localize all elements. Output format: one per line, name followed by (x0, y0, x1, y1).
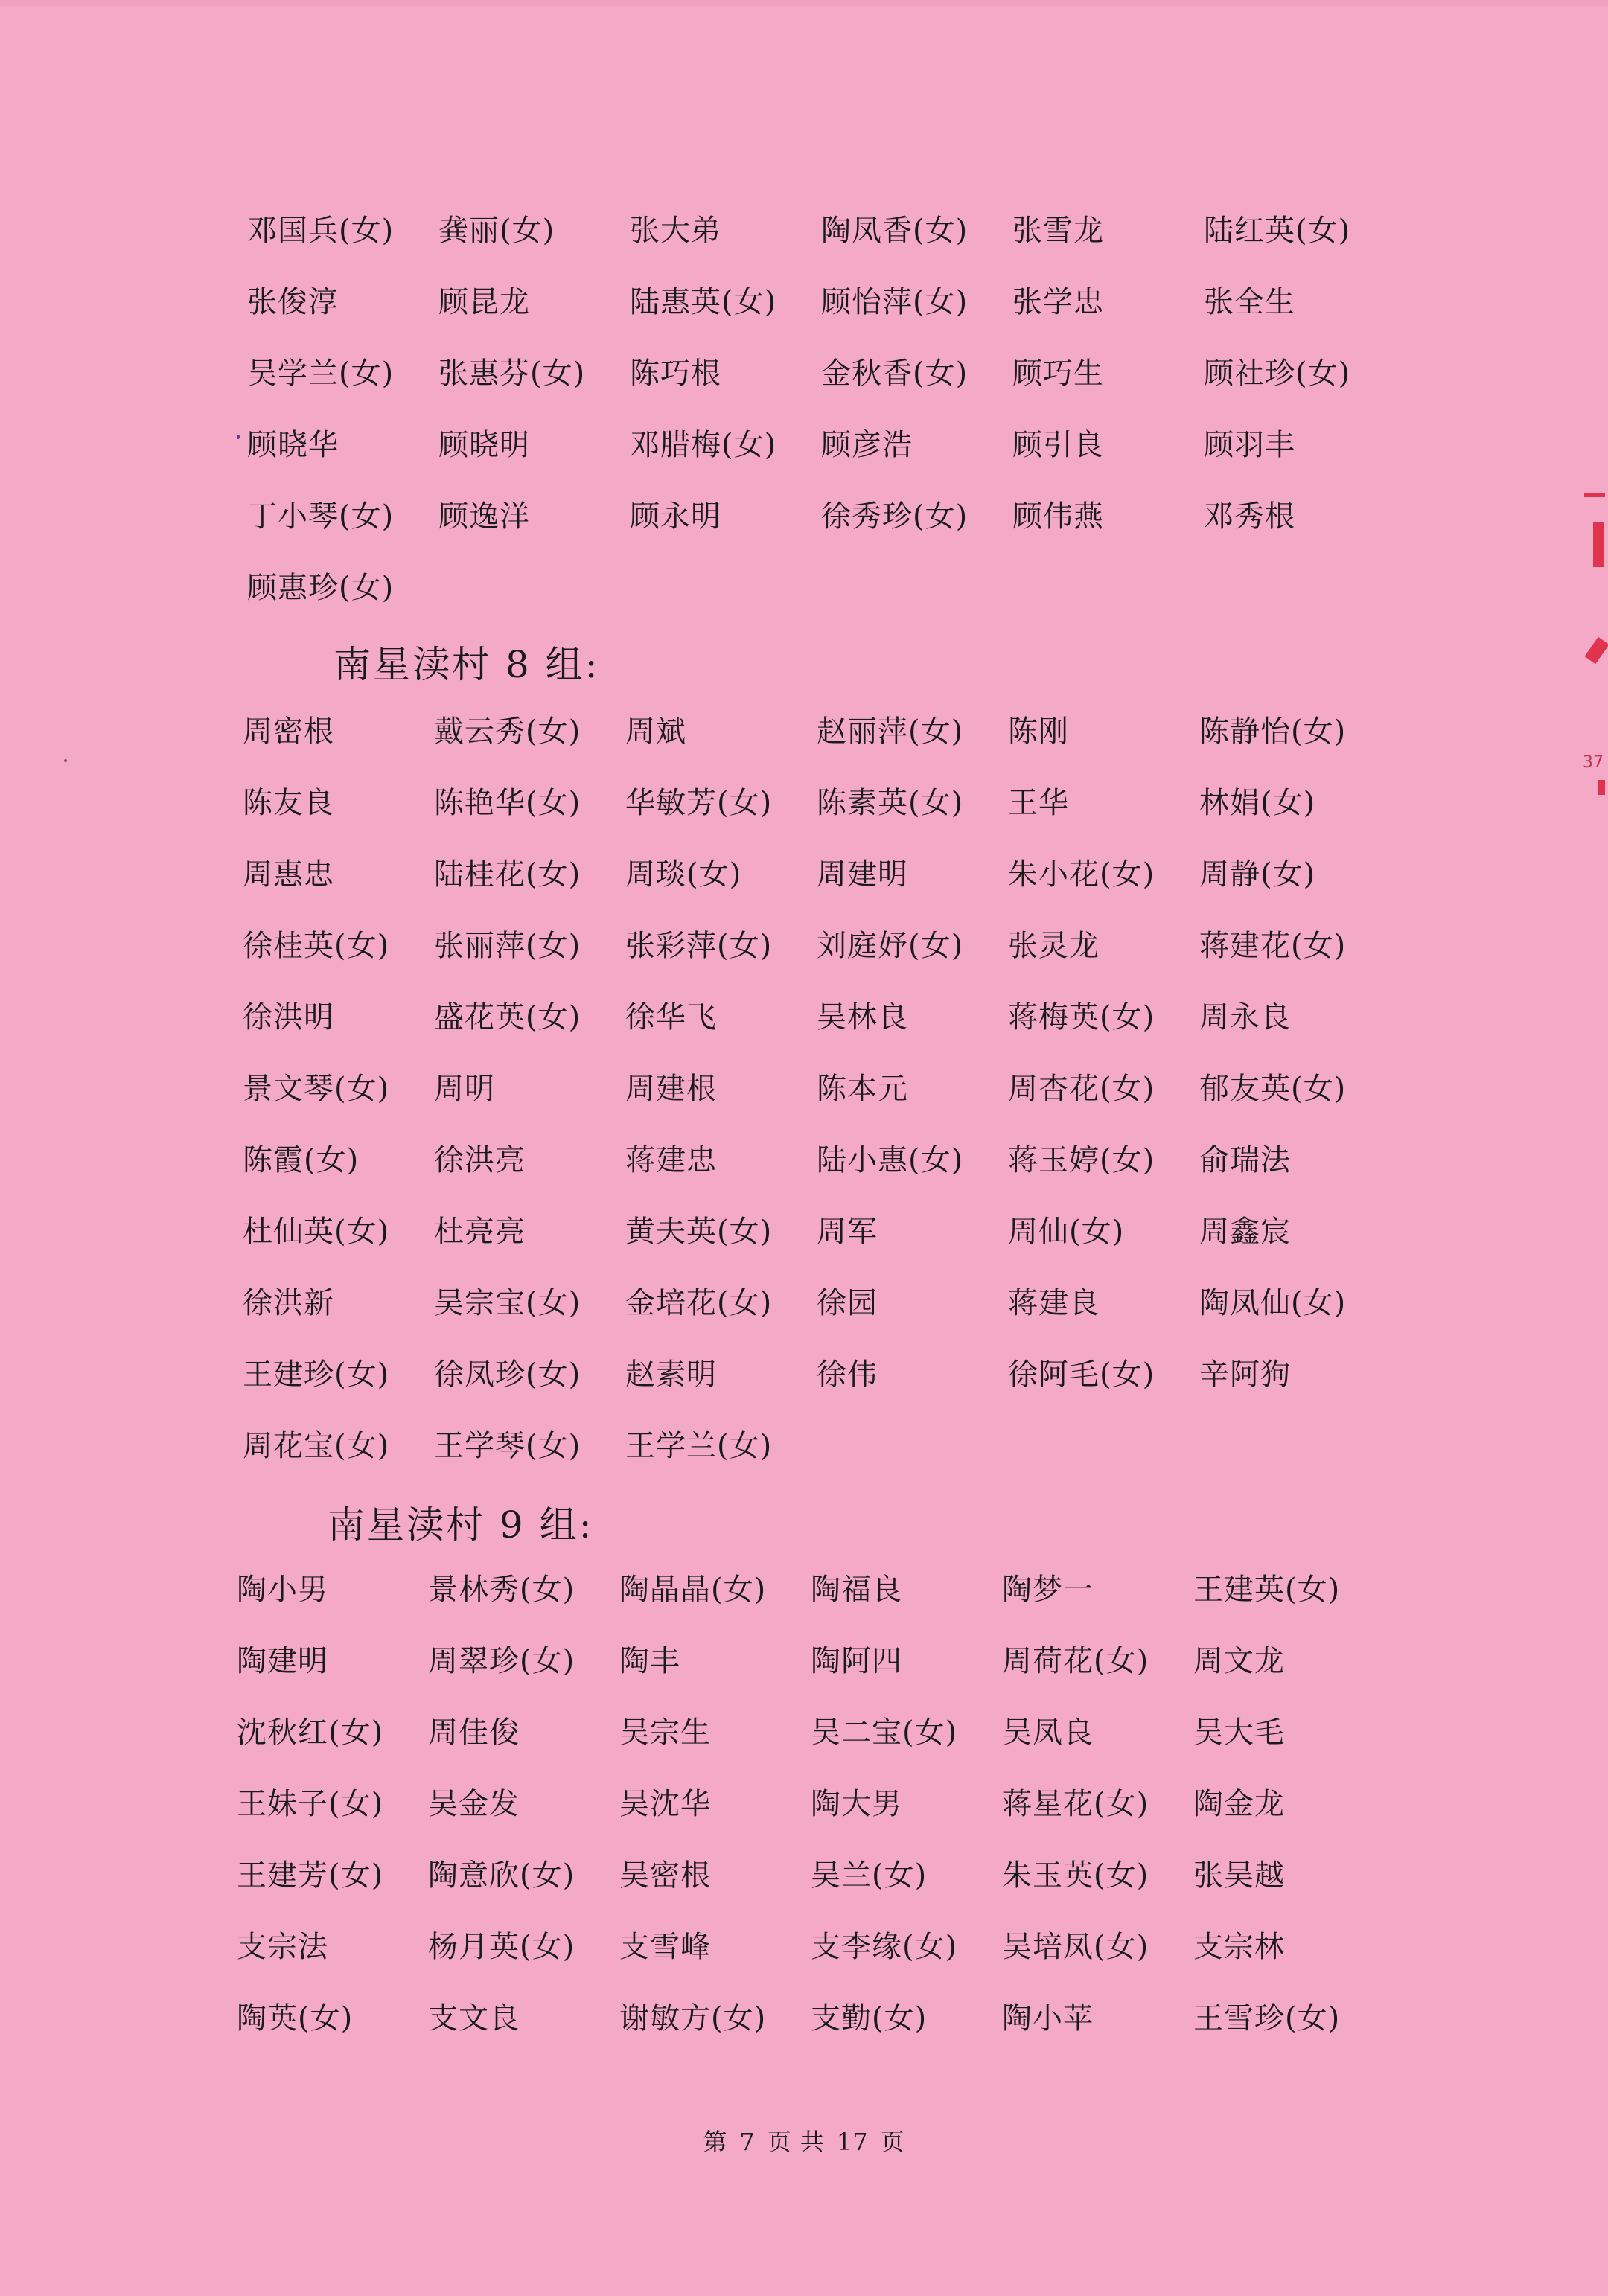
name-entry: 陶梦一 (1002, 1573, 1094, 1607)
name-list-group-8 (243, 696, 1391, 1482)
page-top-edge (0, 0, 1608, 6)
name-entry: 徐伟 (817, 1358, 878, 1392)
margin-stamp-mark (1593, 522, 1604, 567)
name-entry: 邓秀根 (1204, 499, 1295, 534)
name-entry: 吴金发 (428, 1787, 520, 1821)
name-entry: 邓国兵(女) (247, 214, 395, 248)
name-entry: 徐洪明 (243, 1000, 334, 1035)
name-entry: 张吴越 (1193, 1858, 1285, 1893)
name-entry: 周翠珍(女) (428, 1644, 575, 1678)
section-heading-group-8: 南星渎村 8 组: (334, 643, 600, 686)
name-entry: 陆红英(女) (1204, 214, 1351, 248)
name-entry: 吴宗生 (619, 1715, 711, 1750)
name-entry: 周花宝(女) (243, 1429, 390, 1463)
name-entry: 陶凤仙(女) (1199, 1286, 1347, 1320)
name-entry: 顾惠珍(女) (247, 571, 395, 605)
name-entry: 支雪峰 (619, 1930, 711, 1964)
name-entry: 陈素英(女) (817, 786, 964, 820)
name-entry: 陆桂花(女) (434, 857, 581, 892)
name-entry: 陶阿四 (811, 1644, 902, 1678)
name-entry: 周建根 (625, 1072, 717, 1106)
name-entry: 支宗林 (1193, 1930, 1285, 1964)
name-entry: 黄夫英(女) (625, 1215, 773, 1249)
page-current: 7 (739, 2128, 756, 2156)
name-entry: 郁友英(女) (1199, 1072, 1347, 1106)
name-entry: 顾引良 (1012, 428, 1104, 462)
name-entry: 华敏芳(女) (625, 786, 773, 820)
name-entry: 龚丽(女) (438, 214, 555, 248)
name-entry: 吴大毛 (1193, 1715, 1285, 1750)
name-entry: 陶丰 (619, 1644, 680, 1678)
name-entry: 丁小琴(女) (247, 499, 395, 534)
name-entry: 沈秋红(女) (237, 1715, 384, 1750)
name-entry: 王妹子(女) (237, 1787, 384, 1821)
name-entry: 顾彦浩 (821, 428, 913, 462)
name-entry: 陈艳华(女) (434, 786, 581, 820)
name-entry: 吴学兰(女) (247, 356, 395, 391)
name-entry: 盛花英(女) (434, 1000, 581, 1035)
name-entry: 陶福良 (811, 1573, 902, 1607)
name-entry: 支宗法 (237, 1930, 328, 1964)
name-entry: 王建珍(女) (243, 1358, 390, 1392)
name-entry: 王华 (1008, 786, 1069, 820)
name-entry: 吴沈华 (619, 1787, 711, 1821)
name-entry: 陈本元 (817, 1072, 908, 1106)
ink-speck (237, 435, 240, 439)
name-entry: 张雪龙 (1012, 214, 1104, 248)
name-entry: 周仙(女) (1008, 1215, 1125, 1249)
name-entry: 吴宗宝(女) (434, 1286, 581, 1320)
name-entry: 陶小男 (237, 1573, 328, 1607)
name-entry: 林娟(女) (1199, 786, 1316, 820)
name-entry: 吴兰(女) (811, 1858, 928, 1893)
name-entry: 周琰(女) (625, 857, 742, 892)
name-entry: 赵素明 (625, 1358, 717, 1392)
name-entry: 陈友良 (243, 786, 334, 820)
name-entry: 顾逸洋 (438, 499, 530, 534)
name-entry: 陶晶晶(女) (619, 1573, 767, 1607)
name-entry: 徐洪新 (243, 1286, 334, 1320)
name-entry: 张全生 (1204, 285, 1295, 319)
name-entry: 杨月英(女) (428, 1930, 575, 1964)
name-entry: 陶凤香(女) (821, 214, 969, 248)
name-entry: 陶建明 (237, 1644, 328, 1678)
name-entry: 王建英(女) (1193, 1573, 1341, 1607)
name-entry: 支勤(女) (811, 2001, 928, 2036)
name-entry: 支文良 (428, 2001, 520, 2036)
name-entry: 吴密根 (619, 1858, 711, 1893)
name-entry: 周惠忠 (243, 857, 334, 892)
name-entry: 徐桂英(女) (243, 929, 390, 963)
name-entry: 周明 (434, 1072, 495, 1106)
name-entry: 周佳俊 (428, 1715, 520, 1750)
name-entry: 张灵龙 (1008, 929, 1100, 963)
name-entry: 王雪珍(女) (1193, 2001, 1341, 2036)
name-entry: 吴凤良 (1002, 1715, 1094, 1750)
name-entry: 陆小惠(女) (817, 1143, 964, 1177)
name-entry: 杜仙英(女) (243, 1215, 390, 1249)
name-entry: 徐园 (817, 1286, 878, 1320)
name-entry: 张彩萍(女) (625, 929, 773, 963)
margin-stamp-mark (1584, 493, 1605, 497)
name-entry: 周军 (817, 1215, 878, 1249)
ink-speck (64, 759, 67, 762)
name-list-group-9 (237, 1554, 1385, 2054)
name-entry: 顾昆龙 (438, 285, 530, 319)
name-list-continued (247, 195, 1395, 624)
name-entry: 陈静怡(女) (1199, 714, 1347, 749)
name-entry: 蒋玉婷(女) (1008, 1143, 1155, 1177)
name-entry: 蒋建花(女) (1199, 929, 1347, 963)
name-entry: 顾社珍(女) (1204, 356, 1351, 391)
name-entry: 周荷花(女) (1002, 1644, 1149, 1678)
name-entry: 邓腊梅(女) (630, 428, 777, 462)
name-entry: 吴培凤(女) (1002, 1930, 1149, 1964)
name-entry: 王学琴(女) (434, 1429, 581, 1463)
margin-stamp-mark (1584, 637, 1608, 665)
name-entry: 顾怡萍(女) (821, 285, 969, 319)
name-entry: 陶意欣(女) (428, 1858, 575, 1893)
name-entry: 张俊淳 (247, 285, 339, 319)
name-entry: 蒋建良 (1008, 1286, 1100, 1320)
name-entry: 王建芳(女) (237, 1858, 384, 1893)
name-entry: 徐洪亮 (434, 1143, 526, 1177)
name-entry: 辛阿狗 (1199, 1358, 1291, 1392)
name-entry: 陶大男 (811, 1787, 902, 1821)
name-entry: 周杏花(女) (1008, 1072, 1155, 1106)
name-entry: 张惠芬(女) (438, 356, 586, 391)
name-entry: 顾永明 (630, 499, 721, 534)
name-entry: 陈霞(女) (243, 1143, 360, 1177)
name-entry: 徐凤珍(女) (434, 1358, 581, 1392)
name-entry: 陶小苹 (1002, 2001, 1094, 2036)
name-entry: 支李缘(女) (811, 1930, 958, 1964)
name-entry: 吴二宝(女) (811, 1715, 958, 1750)
name-entry: 周鑫宸 (1199, 1215, 1291, 1249)
name-entry: 顾伟燕 (1012, 499, 1104, 534)
name-entry: 张学忠 (1012, 285, 1104, 319)
name-entry: 俞瑞法 (1199, 1143, 1291, 1177)
name-entry: 景林秀(女) (428, 1573, 575, 1607)
page-prefix: 第 (703, 2128, 728, 2156)
name-entry: 赵丽萍(女) (817, 714, 964, 749)
name-entry: 徐阿毛(女) (1008, 1358, 1155, 1392)
name-entry: 陶金龙 (1193, 1787, 1285, 1821)
margin-number: 37 (1583, 753, 1604, 772)
name-entry: 徐华飞 (625, 1000, 717, 1035)
page-mid: 页 共 (767, 2128, 825, 2156)
name-entry: 朱小花(女) (1008, 857, 1155, 892)
name-entry: 顾羽丰 (1204, 428, 1295, 462)
name-entry: 张丽萍(女) (434, 929, 581, 963)
name-entry: 陈巧根 (630, 356, 721, 391)
name-entry: 谢敏方(女) (619, 2001, 767, 2036)
page-total: 17 (836, 2128, 869, 2156)
name-entry: 周文龙 (1193, 1644, 1285, 1678)
margin-stamp-mark (1598, 780, 1605, 795)
name-entry: 刘庭妤(女) (817, 929, 964, 963)
name-entry: 周斌 (625, 714, 686, 749)
name-entry: 朱玉英(女) (1002, 1858, 1149, 1893)
name-entry: 周静(女) (1199, 857, 1316, 892)
page-footer (0, 2130, 1608, 2154)
name-entry: 陈刚 (1008, 714, 1069, 749)
name-entry: 金秋香(女) (821, 356, 969, 391)
name-entry: 蒋星花(女) (1002, 1787, 1149, 1821)
name-entry: 蒋建忠 (625, 1143, 717, 1177)
name-entry: 戴云秀(女) (434, 714, 581, 749)
name-entry: 景文琴(女) (243, 1072, 390, 1106)
name-entry: 顾晓明 (438, 428, 530, 462)
name-entry: 蒋梅英(女) (1008, 1000, 1155, 1035)
name-entry: 金培花(女) (625, 1286, 773, 1320)
name-entry: 陆惠英(女) (630, 285, 777, 319)
name-entry: 吴林良 (817, 1000, 908, 1035)
name-entry: 周建明 (817, 857, 908, 892)
name-entry: 王学兰(女) (625, 1429, 773, 1463)
section-heading-group-9: 南星渎村 9 组: (328, 1503, 594, 1547)
name-entry: 周密根 (243, 714, 334, 749)
name-entry: 徐秀珍(女) (821, 499, 969, 534)
name-entry: 张大弟 (630, 214, 721, 248)
page-suffix: 页 (880, 2128, 905, 2156)
name-entry: 陶英(女) (237, 2001, 354, 2036)
name-entry: 顾晓华 (247, 428, 339, 462)
name-entry: 周永良 (1199, 1000, 1291, 1035)
name-entry: 顾巧生 (1012, 356, 1104, 391)
name-entry: 杜亮亮 (434, 1215, 526, 1249)
